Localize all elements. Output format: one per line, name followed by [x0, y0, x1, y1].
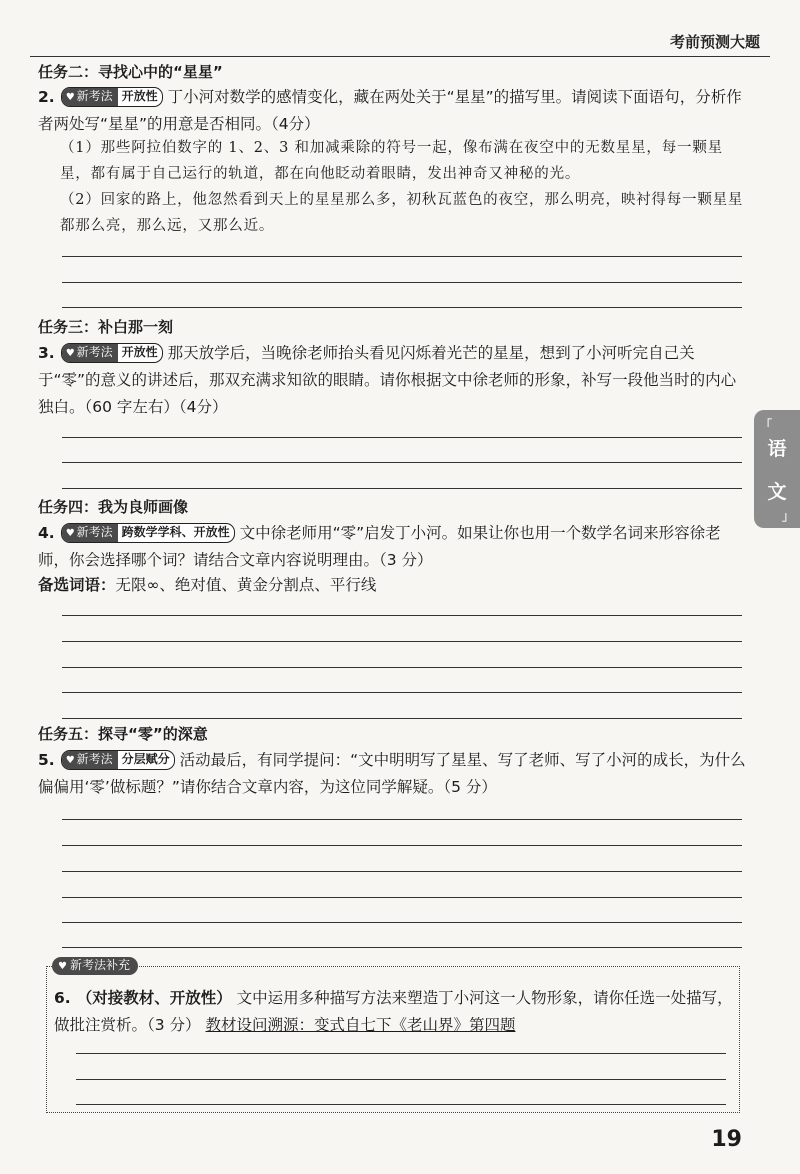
question-5: [38, 747, 750, 801]
question-number: 6.: [54, 989, 71, 1007]
word-options: [38, 572, 750, 599]
page-number: 19: [711, 1127, 742, 1152]
answer-line: [76, 1053, 726, 1054]
location-pin-icon: ♥: [58, 961, 67, 972]
question-tag: ♥ 新考法 开放性: [61, 343, 163, 363]
side-tab-corner-bottom: 」: [781, 509, 794, 523]
answer-line: [62, 256, 742, 257]
location-pin-icon: ♥: [65, 528, 75, 539]
location-pin-icon: ♥: [65, 92, 75, 103]
answer-line: [62, 871, 742, 872]
supplement-badge: ♥ 新考法补充: [52, 957, 138, 975]
side-tab-corner-top: 「: [760, 418, 773, 432]
question-tag: （对接教材、开放性）: [76, 989, 232, 1007]
answer-line: [62, 462, 742, 463]
side-tab-char-2: 文: [767, 481, 787, 503]
running-header: 考前预测大题: [669, 33, 760, 51]
location-pin-icon: ♥: [65, 755, 75, 766]
question-4: [38, 520, 750, 574]
question-text: 丁小河对数学的感情变化，藏在两处关于“星星”的描写里。请阅读下面语句，分析作者两处写“星星”的用意是否相同。（4分）: [38, 88, 742, 133]
answer-line: [76, 1104, 726, 1105]
subject-side-tab: [754, 410, 800, 528]
answer-line: [62, 615, 742, 616]
task3-title: 任务三：补白那一刻: [38, 318, 174, 336]
header-rule: [30, 56, 770, 57]
answer-line: [62, 437, 742, 438]
options-label: 备选词语：: [38, 576, 116, 594]
question-number: 5.: [38, 751, 55, 769]
answer-line: [76, 1079, 726, 1080]
question-tag: ♥ 新考法 跨数学学科、开放性: [61, 523, 235, 543]
answer-line: [62, 819, 742, 820]
answer-line: [62, 897, 742, 898]
answer-line: [62, 947, 742, 948]
answer-line: [62, 307, 742, 308]
question-text: 文中运用多种描写方法来塑造丁小河这一人物形象，请你任选一处描写，做批注赏析。（3 分）: [54, 989, 733, 1034]
options-list: 无限∞、绝对值、黄金分割点、平行线: [115, 576, 377, 594]
question-text: 文中徐老师用“零”启发丁小河。如果让你也用一个数学名词来形容徐老师，你会选择哪个词？请结合文章内容说明理由。（3 分）: [38, 524, 721, 569]
side-tab-char-1: 语: [767, 438, 787, 460]
answer-line: [62, 641, 742, 642]
quote-1: （1）那些阿拉伯数字的 1、2、3 和加减乘除的符号一起，像布满在夜空中的无数星星，每一颗星星，都有属于自己运行的轨道，都在向他眨动着眼睛，发出神奇又神秘的光。: [60, 140, 723, 182]
answer-line: [62, 845, 742, 846]
task2-title: 任务二：寻找心中的“星星”: [38, 63, 223, 81]
answer-line: [62, 667, 742, 668]
question-3: [38, 340, 750, 421]
question-number: 3.: [38, 344, 55, 362]
question-number: 4.: [38, 524, 55, 542]
location-pin-icon: ♥: [65, 348, 75, 359]
answer-line: [62, 922, 742, 923]
task5-title: 任务五：探寻“零”的深意: [38, 725, 208, 743]
question-tag: ♥ 新考法 开放性: [61, 87, 163, 107]
quote-2: （2）回家的路上，他忽然看到天上的星星那么多，初秋瓦蓝色的夜空，那么明亮，映衬得每一颗星星都那么亮，那么远，又那么近。: [60, 192, 744, 234]
question-number: 2.: [38, 88, 55, 106]
question-text: 活动最后，有同学提问：“文中明明写了星星、写了老师、写了小河的成长，为什么偏偏用‘零’做标题？”请你结合文章内容，为这位同学解疑。（5 分）: [38, 751, 746, 796]
question-6: [54, 985, 736, 1039]
task4-title: 任务四：我为良师画像: [38, 498, 189, 516]
answer-line: [62, 488, 742, 489]
question-text: 那天放学后，当晚徐老师抬头看见闪烁着光芒的星星，想到了小河听完自己关于“零”的意义的讲述后，那双充满求知欲的眼睛。请你根据文中徐老师的形象，补写一段他当时的内心独白。（60 字左右）（4分）: [38, 344, 737, 416]
answer-line: [62, 692, 742, 693]
question-2: [38, 84, 750, 138]
question-tag: ♥ 新考法 分层赋分: [61, 750, 175, 770]
textbook-source: 教材设问溯源：变式自七下《老山界》第四题: [205, 1016, 516, 1034]
answer-line: [62, 282, 742, 283]
answer-line: [62, 718, 742, 719]
